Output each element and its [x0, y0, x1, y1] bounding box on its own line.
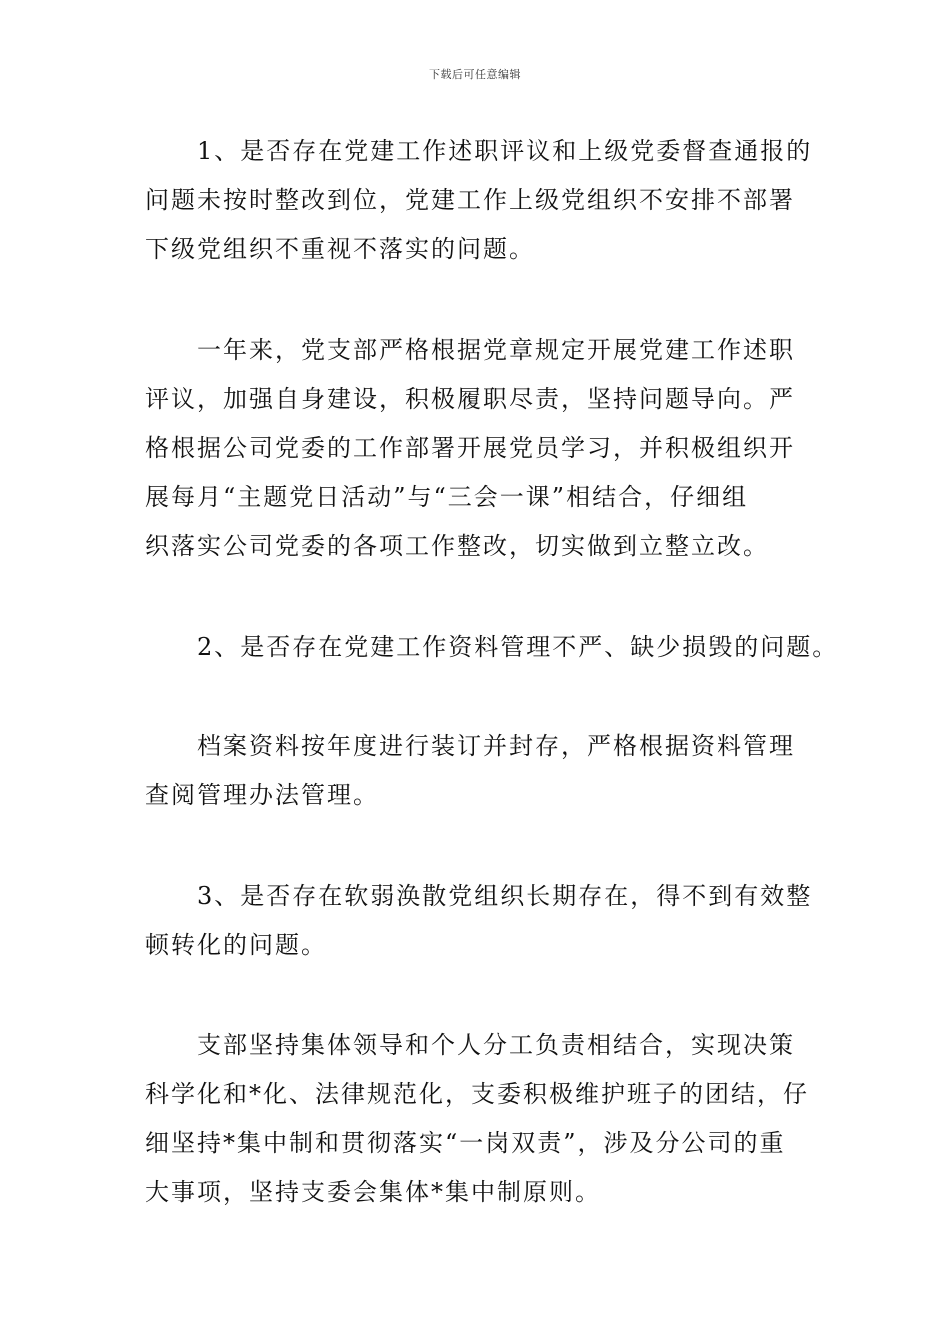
question-3 — [145, 872, 813, 970]
text-line: 顿转化的问题。 — [145, 931, 327, 959]
text-line: 查阅管理办法管理。 — [145, 781, 379, 809]
text-line: 展每月“主题党日活动”与“三会一课”相结合，仔细组 — [145, 483, 749, 511]
text-line: 评议，加强自身建设，积极履职尽责，坚持问题导向。严 — [145, 385, 795, 413]
text-line: 3、是否存在软弱涣散党组织长期存在，得不到有效整 — [197, 882, 813, 910]
text-line: 2、是否存在党建工作资料管理不严、缺少损毁的问题。 — [197, 633, 839, 661]
page-header: 下载后可任意编辑 — [429, 68, 521, 81]
question-1 — [145, 127, 813, 274]
text-line: 问题未按时整改到位，党建工作上级党组织不安排不部署 — [145, 186, 795, 214]
text-line: 1、是否存在党建工作述职评议和上级党委督查通报的 — [197, 137, 813, 165]
text-line: 支部坚持集体领导和个人分工负责相结合，实现决策 — [197, 1031, 795, 1059]
answer-2 — [145, 722, 810, 820]
answer-3 — [145, 1021, 810, 1217]
text-line: 科学化和*化、法律规范化，支委积极维护班子的团结，仔 — [145, 1080, 809, 1108]
question-2 — [145, 623, 839, 672]
text-line: 大事项，坚持支委会集体*集中制原则。 — [145, 1178, 601, 1206]
text-line: 档案资料按年度进行装订并封存，严格根据资料管理 — [197, 732, 795, 760]
answer-1 — [145, 326, 810, 571]
text-line: 下级党组织不重视不落实的问题。 — [145, 235, 535, 263]
text-line: 一年来，党支部严格根据党章规定开展党建工作述职 — [197, 336, 795, 364]
text-line: 织落实公司党委的各项工作整改，切实做到立整立改。 — [145, 532, 769, 560]
text-line: 细坚持*集中制和贯彻落实“一岗双责”，涉及分公司的重 — [145, 1129, 786, 1157]
text-line: 格根据公司党委的工作部署开展党员学习，并积极组织开 — [145, 434, 795, 462]
